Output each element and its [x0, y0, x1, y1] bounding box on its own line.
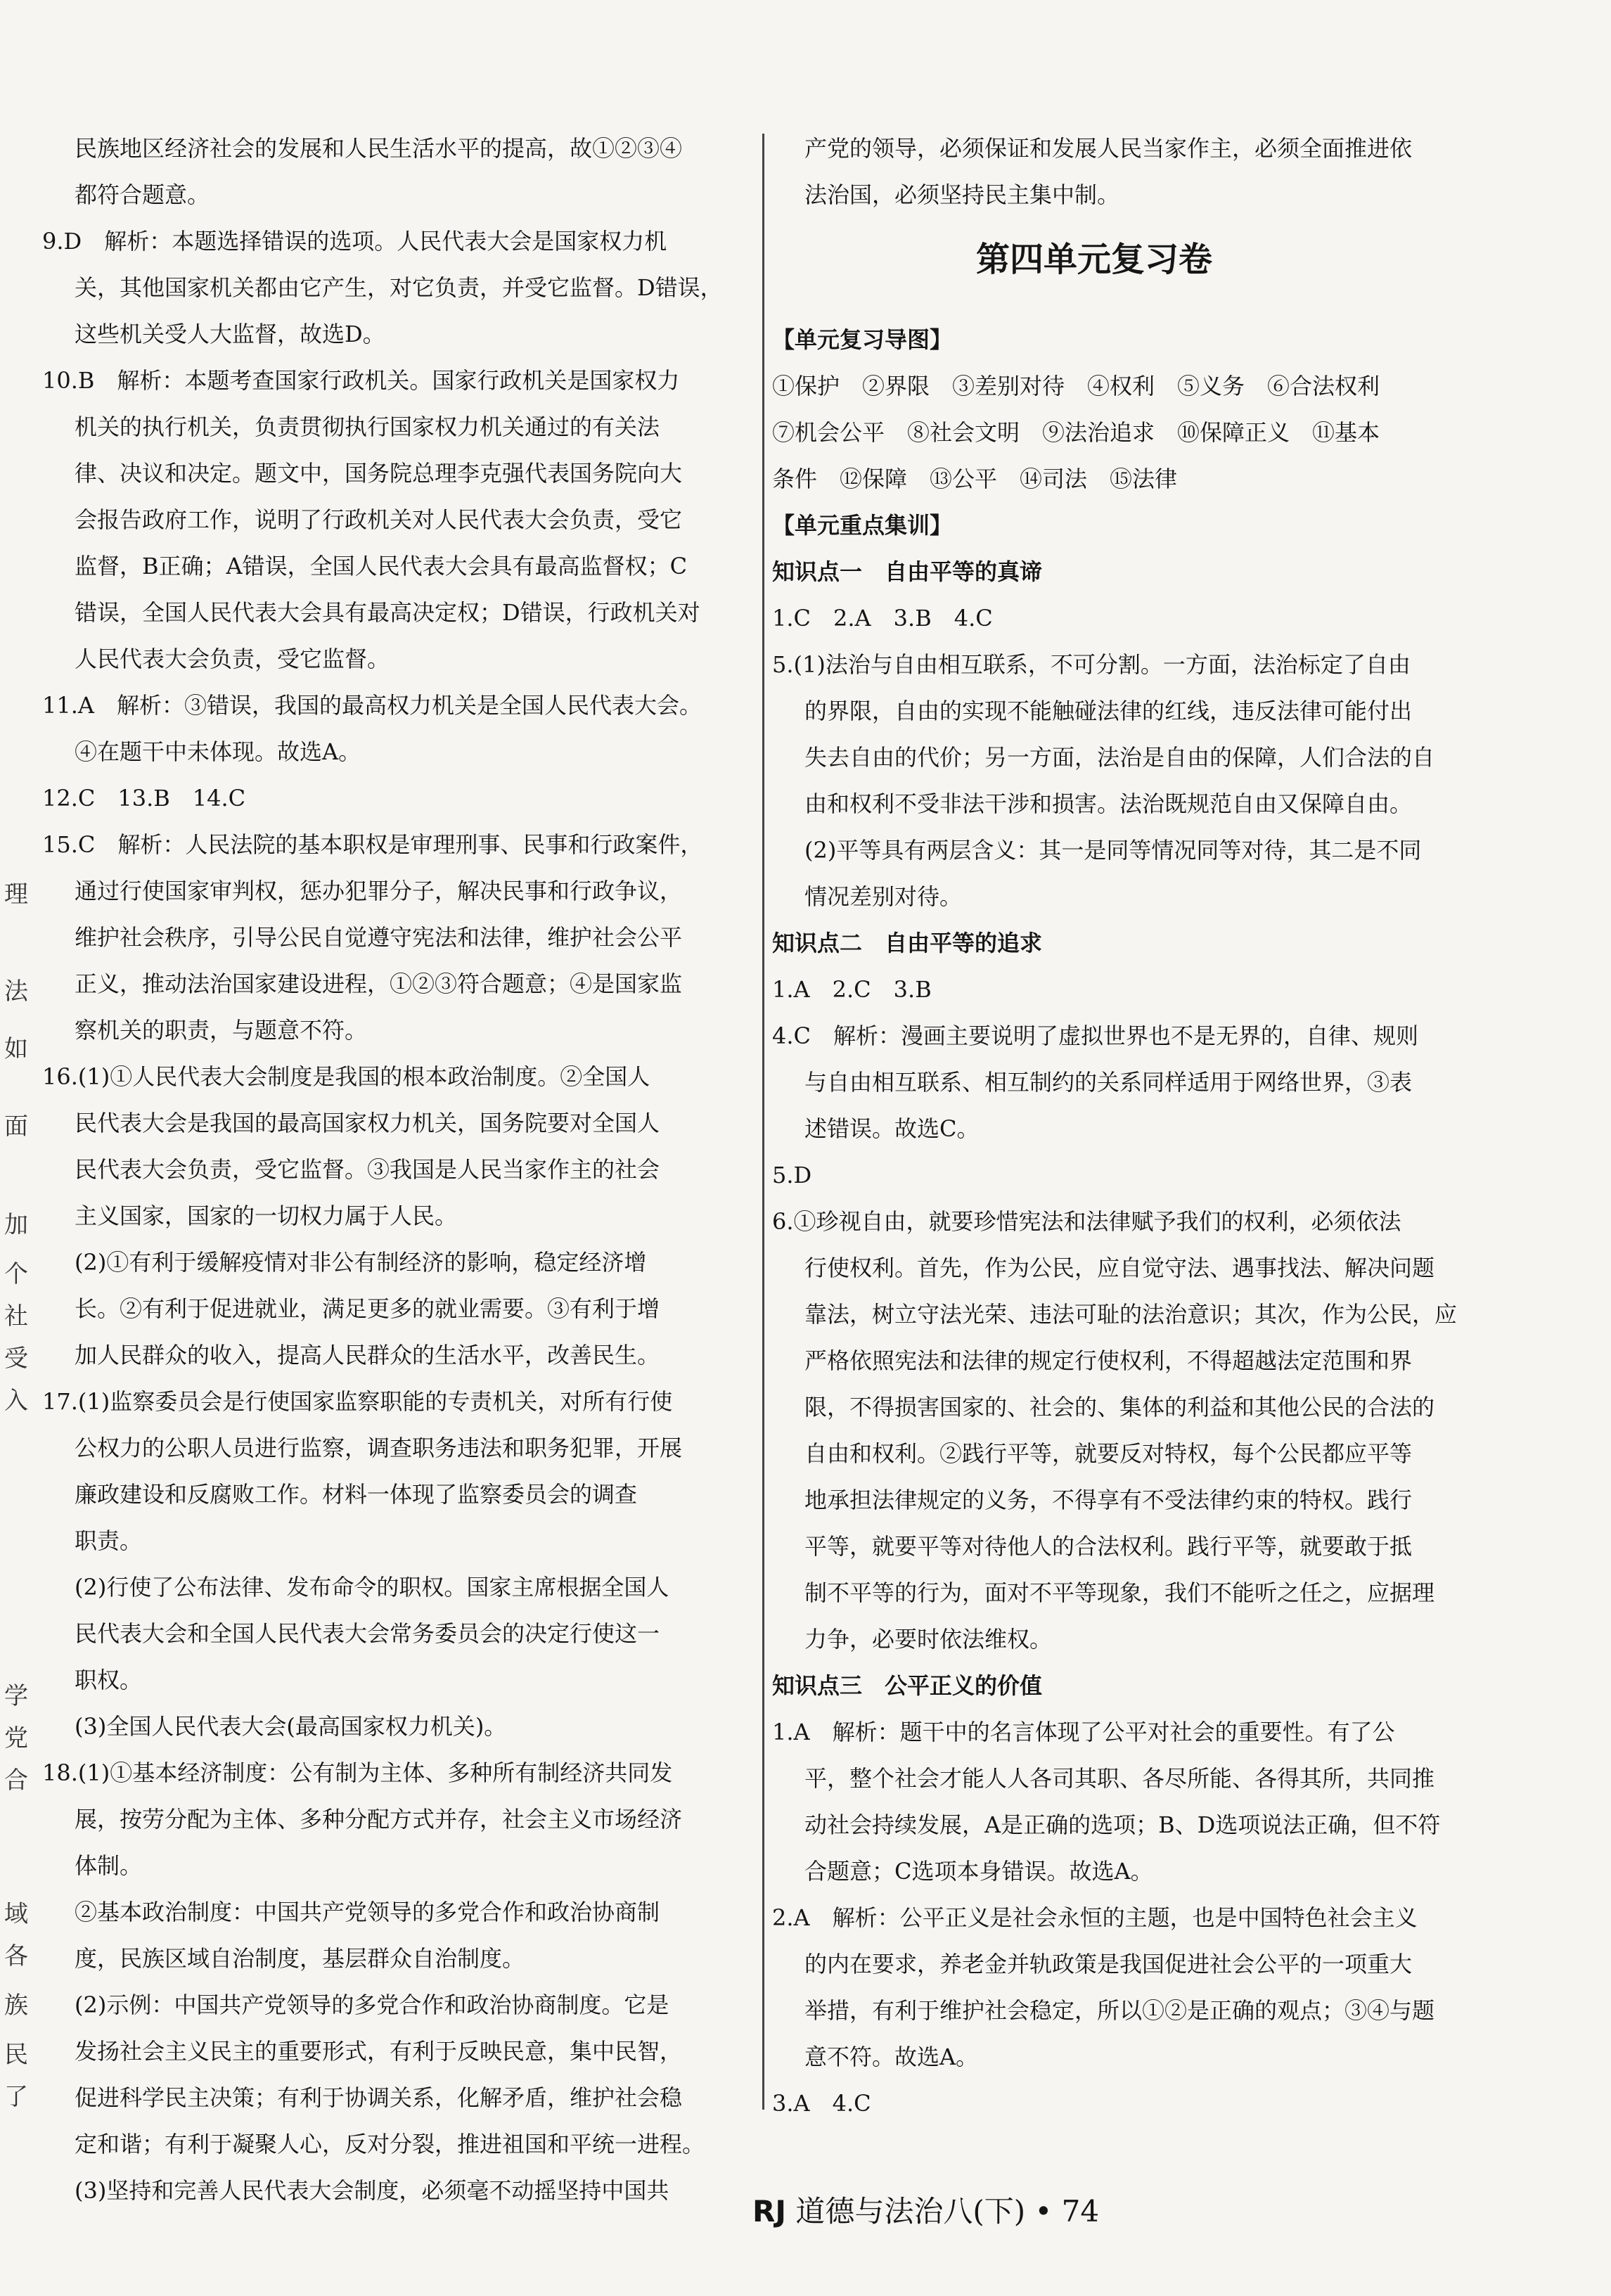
right-column-line: 动社会持续发展，A是正确的选项；B、D选项说法正确，但不符	[804, 1811, 1441, 1838]
right-column-line: 举措，有利于维护社会稳定，所以①②是正确的观点；③④与题	[804, 1997, 1435, 2024]
left-column-line: (3)坚持和完善人民代表大会制度，必须毫不动摇坚持中国共	[75, 2177, 669, 2204]
right-column-line: 合题意；C选项本身错误。故选A。	[804, 1858, 1153, 1885]
column-divider	[762, 134, 764, 2110]
left-column-line: 9.D 解析：本题选择错误的选项。人民代表大会是国家权力机	[42, 228, 667, 255]
gutter-char: 各	[4, 1942, 28, 1970]
right-column-line: 3.A 4.C	[772, 2090, 871, 2117]
right-column-line: 地承担法律规定的义务，不得享有不受法律约束的特权。践行	[804, 1487, 1413, 1513]
left-column-line: 18.(1)①基本经济制度：公有制为主体、多种所有制经济共同发	[42, 1759, 673, 1786]
right-column-line: 失去自由的代价；另一方面，法治是自由的保障，人们合法的自	[804, 744, 1435, 771]
right-column-line: 知识点二 自由平等的追求	[772, 930, 1043, 956]
gutter-char: 民	[4, 2041, 28, 2069]
right-column-line: 5.D	[772, 1162, 812, 1188]
left-column-line: 民代表大会负责，受它监督。③我国是人民当家作主的社会	[75, 1156, 660, 1183]
right-column-line: 知识点一 自由平等的真谛	[772, 558, 1043, 585]
right-column-line: 行使权利。首先，作为公民，应自觉守法、遇事找法、解决问题	[804, 1255, 1435, 1281]
left-column-line: 民代表大会是我国的最高国家权力机关，国务院要对全国人	[75, 1110, 660, 1136]
left-column-line: 这些机关受人大监督，故选D。	[75, 321, 385, 347]
page-number: 74	[1061, 2194, 1100, 2228]
left-column-line: 体制。	[75, 1852, 143, 1879]
left-column-line: 正义，推动法治国家建设进程，①②③符合题意；④是国家监	[75, 970, 683, 997]
gutter-char: 理	[4, 880, 28, 909]
gutter-char: 加	[4, 1211, 28, 1239]
right-column-line: 2.A 解析：公平正义是社会永恒的主题，也是中国特色社会主义	[772, 1904, 1418, 1931]
left-column-line: 度，民族区域自治制度，基层群众自治制度。	[75, 1945, 525, 1972]
left-column-line: 职责。	[75, 1527, 143, 1554]
right-column-line: 条件 ⑫保障 ⑬公平 ⑭司法 ⑮法律	[772, 466, 1178, 492]
right-column-line: (2)平等具有两层含义：其一是同等情况同等对待，其二是不同	[804, 837, 1422, 864]
left-column-line: 廉政建设和反腐败工作。材料一体现了监察委员会的调查	[75, 1481, 638, 1508]
right-column-line: 限，不得损害国家的、社会的、集体的利益和其他公民的合法的	[804, 1394, 1435, 1420]
left-column-line: 会报告政府工作，说明了行政机关对人民代表大会负责，受它	[75, 506, 683, 533]
left-column-line: 错误，全国人民代表大会具有最高决定权；D错误，行政机关对	[75, 599, 700, 626]
left-column-line: 监督，B正确；A错误，全国人民代表大会具有最高监督权；C	[75, 553, 688, 579]
edition-code: RJ	[752, 2194, 786, 2228]
binding-gutter	[0, 0, 32, 2296]
gutter-char: 入	[4, 1387, 28, 1415]
gutter-char: 域	[4, 1900, 28, 1928]
left-column-line: 17.(1)监察委员会是行使国家监察职能的专责机关，对所有行使	[42, 1388, 673, 1415]
right-column-line: 靠法，树立守法光荣、违法可耻的法治意识；其次，作为公民，应	[804, 1301, 1458, 1328]
right-column-line: 意不符。故选A。	[804, 2044, 979, 2070]
page-footer: RJ 道德与法治八(下) • 74	[752, 2194, 1100, 2228]
left-column-line: 关，其他国家机关都由它产生，对它负责，并受它监督。D错误，	[75, 274, 723, 301]
right-column-line: 【单元复习导图】	[772, 326, 953, 353]
left-column-line: (2)①有利于缓解疫情对非公有制经济的影响，稳定经济增	[75, 1249, 647, 1276]
right-column-line: 4.C 解析：漫画主要说明了虚拟世界也不是无界的，自律、规则	[772, 1022, 1419, 1049]
right-column-line: ⑦机会公平 ⑧社会文明 ⑨法治追求 ⑩保障正义 ⑪基本	[772, 419, 1380, 446]
left-column-line: 公权力的公职人员进行监察，调查职务违法和职务犯罪，开展	[75, 1435, 683, 1461]
gutter-char: 了	[4, 2083, 28, 2111]
right-column-line: 平等，就要平等对待他人的合法权利。践行平等，就要敢于抵	[804, 1533, 1413, 1560]
gutter-char: 法	[4, 977, 28, 1006]
left-column-line: 通过行使国家审判权，惩办犯罪分子，解决民事和行政争议，	[75, 878, 683, 904]
gutter-char: 族	[4, 1992, 28, 2020]
left-column-line: ②基本政治制度：中国共产党领导的多党合作和政治协商制	[75, 1899, 660, 1925]
right-column-line: 自由和权利。②践行平等，就要反对特权，每个公民都应平等	[804, 1440, 1413, 1467]
right-column-line: 的界限，自由的实现不能触碰法律的红线，违反法律可能付出	[804, 698, 1413, 724]
left-column-line: 发扬社会主义民主的重要形式，有利于反映民意，集中民智，	[75, 2038, 683, 2065]
subject-label: 道德与法治八(下)	[795, 2194, 1026, 2228]
left-column-line: 民族地区经济社会的发展和人民生活水平的提高，故①②③④	[75, 135, 683, 162]
left-column-line: 加人民群众的收入，提高人民群众的生活水平，改善民生。	[75, 1342, 660, 1368]
left-column-line: 10.B 解析：本题考查国家行政机关。国家行政机关是国家权力	[42, 367, 680, 394]
section-title: 第四单元复习卷	[976, 240, 1213, 279]
right-column-line: 与自由相互联系、相互制约的关系同样适用于网络世界，③表	[804, 1069, 1413, 1096]
right-column-line: 的内在要求，养老金并轨政策是我国促进社会公平的一项重大	[804, 1951, 1413, 1977]
gutter-char: 如	[4, 1035, 28, 1063]
left-column-line: 民代表大会和全国人民代表大会常务委员会的决定行使这一	[75, 1620, 660, 1647]
right-column-line: 5.(1)法治与自由相互联系，不可分割。一方面，法治标定了自由	[772, 651, 1411, 678]
right-column-line: 平，整个社会才能人人各司其职、各尽所能、各得其所，共同推	[804, 1765, 1435, 1792]
left-column-line: 维护社会秩序，引导公民自觉遵守宪法和法律，维护社会公平	[75, 924, 683, 951]
left-column-line: 16.(1)①人民代表大会制度是我国的根本政治制度。②全国人	[42, 1063, 650, 1090]
right-column-line: 6.①珍视自由，就要珍惜宪法和法律赋予我们的权利，必须依法	[772, 1208, 1401, 1235]
left-column-line: 促进科学民主决策；有利于协调关系，化解矛盾，维护社会稳	[75, 2084, 683, 2111]
right-column-line: 严格依照宪法和法律的规定行使权利，不得超越法定范围和界	[804, 1347, 1413, 1374]
gutter-char: 学	[4, 1682, 28, 1710]
left-column-line: 长。②有利于促进就业，满足更多的就业需要。③有利于增	[75, 1295, 660, 1322]
left-column-line: 人民代表大会负责，受它监督。	[75, 646, 390, 672]
right-column-line: 知识点三 公平正义的价值	[772, 1672, 1043, 1699]
right-column-line: 1.C 2.A 3.B 4.C	[772, 605, 993, 631]
left-column-line: 都符合题意。	[75, 181, 210, 208]
right-column-line: ①保护 ②界限 ③差别对待 ④权利 ⑤义务 ⑥合法权利	[772, 373, 1380, 399]
right-column-line: 力争，必要时依法维权。	[804, 1626, 1053, 1653]
left-column-line: 展，按劳分配为主体、多种分配方式并存，社会主义市场经济	[75, 1806, 683, 1833]
left-column-line: ④在题干中未体现。故选A。	[75, 738, 361, 765]
gutter-char: 党	[4, 1724, 28, 1752]
right-column-line: 【单元重点集训】	[772, 512, 953, 539]
left-column-line: 察机关的职责，与题意不符。	[75, 1017, 368, 1044]
left-column-line: (3)全国人民代表大会(最高国家权力机关)。	[75, 1713, 507, 1740]
left-column-line: 15.C 解析：人民法院的基本职权是审理刑事、民事和行政案件，	[42, 831, 703, 858]
right-column-line: 1.A 解析：题干中的名言体现了公平对社会的重要性。有了公	[772, 1719, 1395, 1745]
left-column-line: (2)行使了公布法律、发布命令的职权。国家主席根据全国人	[75, 1574, 669, 1601]
gutter-char: 合	[4, 1766, 28, 1795]
left-column-line: 11.A 解析：③错误，我国的最高权力机关是全国人民代表大会。	[42, 692, 702, 719]
left-column-line: (2)示例：中国共产党领导的多党合作和政治协商制度。它是	[75, 1992, 669, 2018]
right-column-line: 1.A 2.C 3.B	[772, 976, 932, 1003]
left-column-line: 定和谐；有利于凝聚人心，反对分裂，推进祖国和平统一进程。	[75, 2131, 705, 2157]
right-column-top-line: 产党的领导，必须保证和发展人民当家作主，必须全面推进依	[804, 135, 1413, 162]
left-column-line: 机关的执行机关，负责贯彻执行国家权力机关通过的有关法	[75, 413, 660, 440]
left-column-line: 律、决议和决定。题文中，国务院总理李克强代表国务院向大	[75, 460, 683, 487]
left-column-line: 12.C 13.B 14.C	[42, 785, 246, 812]
right-column-line: 情况差别对待。	[804, 883, 963, 910]
left-column-line: 主义国家，国家的一切权力属于人民。	[75, 1202, 458, 1229]
right-column-line: 由和权利不受非法干涉和损害。法治既规范自由又保障自由。	[804, 790, 1413, 817]
right-column-line: 制不平等的行为，面对不平等现象，我们不能听之任之，应据理	[804, 1579, 1435, 1606]
left-column-line: 职权。	[75, 1667, 143, 1693]
gutter-char: 社	[4, 1302, 28, 1330]
right-column-top-line: 法治国，必须坚持民主集中制。	[804, 181, 1120, 208]
right-column-line: 述错误。故选C。	[804, 1115, 980, 1142]
gutter-char: 个	[4, 1260, 28, 1288]
gutter-char: 面	[4, 1112, 28, 1141]
gutter-char: 受	[4, 1345, 28, 1373]
